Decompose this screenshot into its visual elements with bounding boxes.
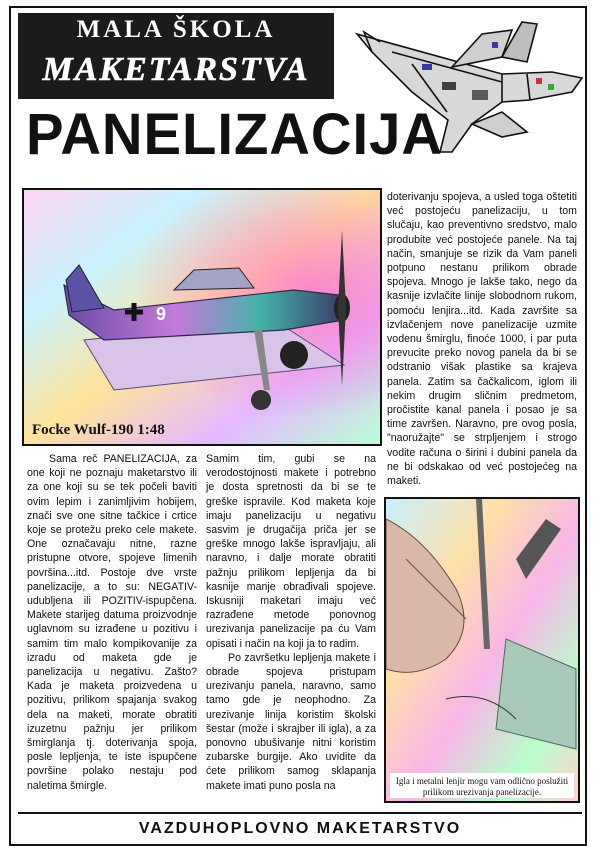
article-column-3	[387, 190, 577, 490]
series-subtitle: MAKETARSTVA	[42, 51, 310, 88]
series-title: MALA ŠKOLA	[76, 16, 276, 43]
column2-paragraph-1: Samim tim, gubi se na verodostojnosti makete i potrebno je dosta spretnosti da bi se te greške ispravile. Kod maketa koje imaju panelizaciju u negativu sasvim je drugačija priča jer se greške mnogo lakše ispravljaju, ali naravno, i dalje morate obratiti pažnju prilikom lepljenja da bi kasnije manje obrađivali spojeve. Iskusniji maketari imaju već razrađene metode ponovnog urezivanja panelizacije pa ću Vam opisati i način na koji ja to radim.	[206, 453, 376, 650]
tools-photo	[384, 497, 580, 803]
model-photo-caption: Focke Wulf-190 1:48	[32, 422, 165, 438]
column1-paragraph-1: Sama reč PANELIZACIJA, za one koji ne poznaju maketarstvo ili za one koji su se tek počeli baviti ovim lepim i zanimljivim hobijem, znači sve one sitne tačkice i crtice koje se protežu preko cele makete. One označavaju nitne, razne pristupne otvore, spojeve limenih površina...itd. Postoje dve vrste panelizacije, a to su: NEGATIV-udubljena ili POZITIV-ispupčena. Makete starijeg datuma proizvodnje uglavnom su izrađene u pozitivu i samim tim malo kompikovanije za izradu od maketa gde je panelizacija u negativu. Zašto? Kada je maketa proizvedena u pozitivu, prilikom spajanja svakog dela na maketi, morate obratiti izuzetnu pažnju jer prilikom šmirglanja tj. doterivanja spoja, posle lepljenja, te iste ispupčene površine polako nestaju pod naletima šmirgle.	[27, 453, 197, 792]
hand-tools-image	[386, 499, 578, 801]
article-column-1	[27, 452, 197, 807]
svg-text:9: 9	[156, 304, 167, 324]
column3-paragraph-1: doterivanju spojeva, a usled toga oštetiti već postojeću panelizaciju, u tom slučaju, kao preventivno sredstvo, malo produbite već postojeće panele. Na taj način, smanjuje se rizik da Vam paneli potpuno nestanu prilikom obrade spojeva. Mnogo je lakše tako, nego da kasnije izvlačite linije slobodnom rukom, pomoću lenjira...itd. Kada završite sa izvlačenjem nove panelizacije uzmite vodenu šmirglu, finoće 1000, i par puta prevucite preko novog panela da bi se odstranio višak plastike sa krajeva panela. Zatim sa čačkalicom, iglom ili nekim drugim sličnim predmetom, pročistite kanal panela i posao je sa time završen. Naravno, pre ovog posla, "naoružajte" se strpljenjem i strogo vodite računa o širini i dubini panela da ne bi odskakao od već postojećeg na maketi.	[387, 191, 577, 488]
series-banner	[18, 13, 334, 99]
tools-photo-caption: Igla i metalni lenjir mogu vam odlično poslužiti prilikom urezivanja panelizacije.	[390, 773, 574, 798]
article-column-2	[206, 452, 376, 807]
aircraft-model-image	[24, 190, 380, 444]
column2-paragraph-2: Po završetku lepljenja makete i obrade spojeva pristupam urezivanju panela, naravno, samo tamo gde je neophodno. Za urezivanje linija koristim školski šestar (može i skrajber ili igla), a za ponovno ubušivanje nitni koristim zubarske burgije. Ako uvidite da ćete prilikom samog sklapanja makete imati puno posla na	[206, 651, 376, 792]
footer-banner	[18, 812, 582, 844]
footer-text: VAZDUHOPLOVNO MAKETARSTVO	[138, 820, 462, 837]
page-title: PANELIZACIJA	[26, 102, 443, 167]
model-photo	[22, 188, 382, 446]
